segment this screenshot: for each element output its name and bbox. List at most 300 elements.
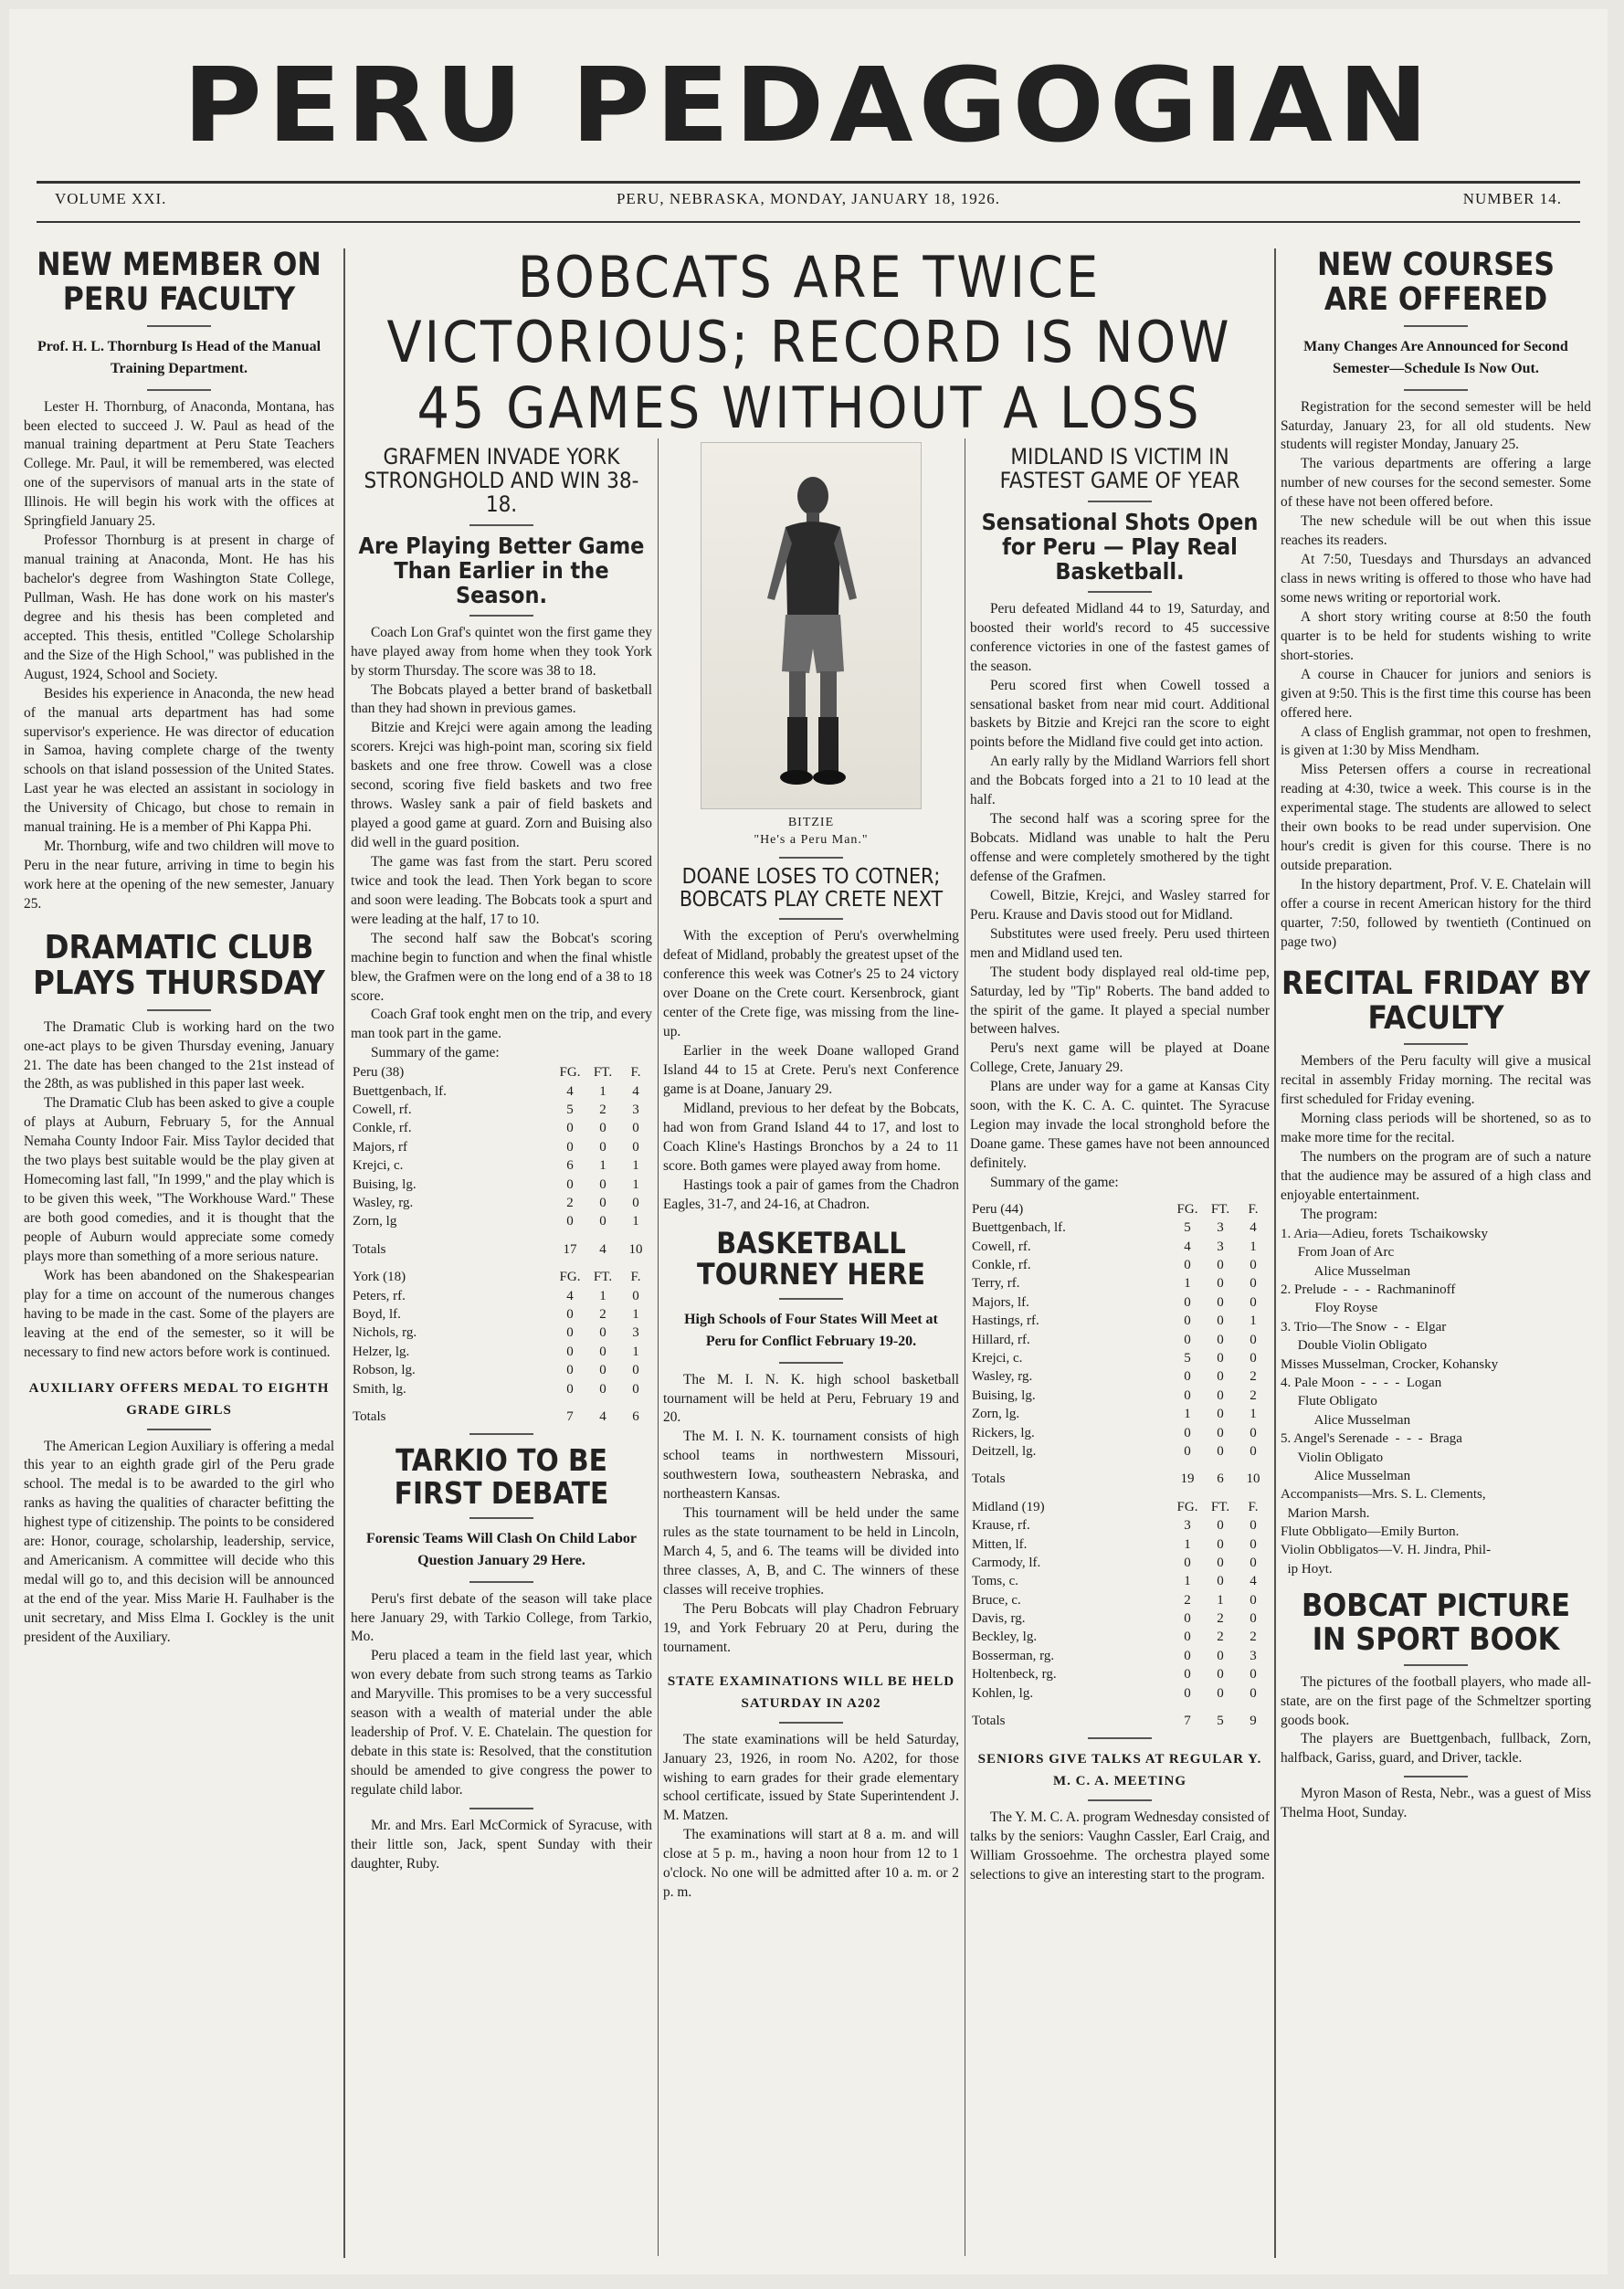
stat-cell: 0: [1250, 1425, 1257, 1440]
divider: [1404, 389, 1468, 391]
player-cell: Krause, rf.: [972, 1518, 1030, 1534]
player-cell: Majors, lf.: [972, 1294, 1029, 1310]
box-score-row: [970, 1218, 1270, 1237]
paragraph: The American Legion Auxiliary is offering a medal this year to an eighth grade girl of the Peru grade school. The medal is to be awarded to the girl who ranks as having the qualities of character befitting the highest type of citizenship. The points to be considered are: Honor, courage, scholarship, leadership, service, and Americanism. A committee will decide who this medal will go to, and this decision will be announced at the end of the year. Miss Marie H. Faulhaber is the unit secretary, and Miss Elma I. Gockley is the unit president of the Auxiliary.: [24, 1438, 334, 1645]
box-score-row: [970, 1349, 1270, 1367]
stat-cell: 0: [1217, 1536, 1224, 1552]
program-line: Alice Musselman: [1281, 1468, 1411, 1483]
player-cell: Krejci, c.: [353, 1158, 404, 1174]
stat-cell: 0: [1250, 1294, 1257, 1310]
stat-cell: 0: [599, 1121, 606, 1136]
box-score-row: [351, 1324, 652, 1342]
headline-grafmen-york: GRAFMEN INVADE YORK STRONGHOLD AND WIN 38-18.: [364, 446, 639, 517]
player-cell: Buising, lg.: [353, 1176, 417, 1192]
divider: [1088, 591, 1152, 593]
box-score-midland: [970, 1498, 1270, 1731]
program-line: Misses Musselman, Crocker, Kohansky: [1281, 1356, 1499, 1372]
stat-cell: 0: [599, 1139, 606, 1155]
divider: [469, 1517, 533, 1519]
paragraph: With the exception of Peru's overwhelming defeat of Midland, probably the greatest upset of the conference this week was Cotner's 25 to 24 victory over Doane on the Crete court. Kersenbrock, giant center of the Crete fige, was missing from the line-up.: [663, 928, 959, 1040]
box-score-row: [970, 1609, 1270, 1628]
box-score-header: [351, 1268, 652, 1286]
stat-cell: 2: [1217, 1611, 1224, 1627]
column-3: [663, 438, 959, 2265]
stat-cell: 0: [599, 1196, 606, 1211]
program-line: 2. Prelude - - - Rachmaninoff: [1281, 1282, 1456, 1297]
box-score-row: [970, 1256, 1270, 1274]
stat-cell: 0: [1217, 1294, 1224, 1310]
stat-cell: 1: [1184, 1536, 1191, 1552]
stat-cell: 0: [1250, 1685, 1257, 1701]
stat-cell: 0: [1217, 1276, 1224, 1292]
box-score-total: [970, 1703, 1270, 1730]
stat-cell: FT.: [1210, 1499, 1230, 1514]
box-score-row: [970, 1405, 1270, 1423]
stat-cell: 2: [1250, 1387, 1257, 1403]
program-line: Flute Obbligato—Emily Burton.: [1281, 1524, 1460, 1540]
player-cell: Buettgenbach, lf.: [972, 1220, 1066, 1236]
paragraph: Peru's first debate of the season will take place here January 29, with Tarkio College, from Tarkio, Mo.: [351, 1590, 652, 1645]
stat-cell: 0: [566, 1325, 574, 1341]
stat-cell: 6: [566, 1158, 574, 1174]
stat-cell: 0: [1184, 1425, 1191, 1440]
paragraph: The players are Buettgenbach, fullback, Zorn, halfback, Gariss, guard, and Driver, tackle.: [1281, 1731, 1591, 1767]
box-score-row: [351, 1082, 652, 1101]
photo-caption-name: BITZIE: [787, 816, 835, 829]
player-cell: Buising, lg.: [972, 1387, 1036, 1403]
player-cell: Midland (19): [972, 1499, 1045, 1514]
paragraph: Lester H. Thornburg, of Anaconda, Montana, has been elected to succeed J. W. Paul as head of the manual training department at Peru State Teachers College. Mr. Paul, it will be remembered, was elected one of the supervisors of manual arts in the state of Illinois. He will begin his work with the offices at Springfield January 25.: [24, 398, 334, 530]
stat-cell: 0: [566, 1139, 574, 1155]
stat-cell: 3: [632, 1325, 639, 1341]
program-line: Violin Obligato: [1281, 1450, 1384, 1465]
divider: [469, 1581, 533, 1583]
stat-cell: 0: [1217, 1425, 1224, 1440]
box-score-row: [970, 1238, 1270, 1256]
divider: [1088, 501, 1152, 502]
stat-cell: 0: [566, 1121, 574, 1136]
player-cell: York (18): [353, 1270, 406, 1285]
player-cell: Mitten, lf.: [972, 1536, 1028, 1552]
stat-cell: 6: [1217, 1472, 1224, 1487]
paragraph: The Dramatic Club is working hard on the two one-act plays to be given Thursday evening, January 21. The date has been changed to the 21st instead of the 28th, as was published in this paper last week.: [24, 1018, 334, 1092]
box-score-row: [351, 1119, 652, 1137]
stat-cell: 7: [566, 1408, 574, 1424]
player-cell: Helzer, lg.: [353, 1344, 410, 1359]
paragraph: Plans are under way for a game at Kansas City soon, with the K. C. A. C. quintet. The Syracuse Legion may invade the local stronghold before the Doane game. These games have not been announced definitely.: [970, 1079, 1270, 1171]
column-rule: [1274, 248, 1276, 2258]
subhead-thornburg: Prof. H. L. Thornburg Is Head of the Manual Training Department.: [37, 338, 322, 376]
stat-cell: 1: [599, 1083, 606, 1099]
paragraph: Bitzie and Krejci were again among the leading scorers. Krejci was high-point man, scoring six field baskets and one free throw. Cowell was a close second, scoring five field baskets and two free throws. Wasley sank a pair of field baskets and played a good game at guard. Zorn and Buising also did well in the guard position.: [351, 720, 652, 851]
box-score-row: [970, 1665, 1270, 1683]
paragraph: The Y. M. C. A. program Wednesday consisted of talks by the seniors: Vaughn Cassler, Earl Craig, and William Grossoehme. The orchestra played some selections to give an interesting start to the program.: [970, 1809, 1270, 1883]
headline-new-member: NEW MEMBER ON PERU FACULTY: [37, 248, 322, 318]
stat-cell: 0: [1250, 1332, 1257, 1347]
stat-cell: 0: [1217, 1407, 1224, 1422]
summary-label: Summary of the game:: [371, 1045, 500, 1061]
headline-tarkio-debate: TARKIO TO BE FIRST DEBATE: [394, 1442, 609, 1511]
recital-program: [1281, 1225, 1591, 1578]
player-cell: Robson, lg.: [353, 1363, 416, 1378]
stat-cell: 0: [1184, 1555, 1191, 1570]
stat-cell: F.: [630, 1065, 641, 1081]
issue-number: NUMBER 14.: [1462, 190, 1562, 207]
subhead-better-game: Are Playing Better Game Than Earlier in the Season.: [358, 532, 645, 608]
stat-cell: 2: [599, 1306, 606, 1322]
masthead-rule-bottom: [37, 221, 1580, 223]
stat-cell: 0: [1250, 1667, 1257, 1682]
box-score-row: [970, 1684, 1270, 1703]
stat-cell: 0: [566, 1306, 574, 1322]
box-score-total: [351, 1398, 652, 1426]
stat-cell: 4: [599, 1408, 606, 1424]
stat-cell: 2: [1217, 1630, 1224, 1645]
program-line: 4. Pale Moon - - - - Logan: [1281, 1375, 1442, 1390]
stat-cell: 5: [1184, 1351, 1191, 1366]
stat-cell: FG.: [1176, 1201, 1198, 1217]
program-line: Flute Obligato: [1281, 1394, 1377, 1409]
paragraph: Miss Petersen offers a course in recreational reading at 4:30, twice a week. This course is in the experimental stage. The students are allowed to select their own books to be read under supervision. One hour's credit is given for this course. There is no outside preparation.: [1281, 762, 1591, 874]
player-cell: Conkle, rf.: [353, 1121, 412, 1136]
paragraph: The examinations will start at 8 a. m. and will close at 5 p. m., having a noon hour from 12 to 1 o'clock. No one will be admitted after 10 a. m. or 2 p. m.: [663, 1827, 959, 1901]
box-score-total: [970, 1461, 1270, 1488]
stat-cell: 0: [1217, 1332, 1224, 1347]
box-score-row: [351, 1305, 652, 1324]
divider: [147, 389, 211, 391]
dateline: [55, 190, 1562, 214]
column-5: [1281, 248, 1591, 2267]
player-cell: Hastings, rf.: [972, 1313, 1039, 1329]
stat-cell: 0: [599, 1325, 606, 1341]
player-cell: Rickers, lg.: [972, 1425, 1035, 1440]
paragraph: At 7:50, Tuesdays and Thursdays an advanced class in news writing is offered to those who have had some news writing or reportorial work.: [1281, 552, 1591, 606]
divider: [147, 1009, 211, 1011]
paragraph: Myron Mason of Resta, Nebr., was a guest of Miss Thelma Hoot, Sunday.: [1281, 1786, 1591, 1821]
stat-cell: 3: [1250, 1648, 1257, 1663]
stat-cell: 1: [632, 1306, 639, 1322]
column-2: [351, 446, 652, 2263]
player-cell: Kohlen, lg.: [972, 1685, 1034, 1701]
player-cell: Beckley, lg.: [972, 1630, 1038, 1645]
box-score-row: [970, 1591, 1270, 1609]
stat-cell: 3: [1217, 1239, 1224, 1254]
column-4: [970, 446, 1270, 2263]
subhead-many-changes: Many Changes Are Announced for Second Semester—Schedule Is Now Out.: [1303, 338, 1568, 376]
stat-cell: F.: [630, 1270, 641, 1285]
player-cell: Bosserman, rg.: [972, 1648, 1055, 1663]
paragraph: Substitutes were used freely. Peru used thirteen men and Midland used ten.: [970, 925, 1270, 961]
banner-headline: BOBCATS ARE TWICE VICTORIOUS; RECORD IS NOW 45 GAMES WITHOUT A LOSS: [386, 245, 1232, 437]
stat-cell: 0: [566, 1176, 574, 1192]
stat-cell: 0: [1184, 1294, 1191, 1310]
stat-cell: 1: [632, 1158, 639, 1174]
paragraph: Mr. and Mrs. Earl McCormick of Syracuse, with their little son, Jack, spent Sunday with their daughter, Ruby.: [351, 1817, 652, 1872]
program-line: Floy Royse: [1281, 1301, 1378, 1316]
paragraph: The M. I. N. K. high school basketball tournament will be held at Peru, February 19 and 20.: [663, 1371, 959, 1426]
stat-cell: 0: [1184, 1611, 1191, 1627]
box-score-row: [351, 1156, 652, 1175]
subhead-sensational-shots: Sensational Shots Open for Peru — Play Real Basketball.: [981, 508, 1259, 585]
player-cell: Terry, rf.: [972, 1276, 1020, 1292]
stat-cell: 0: [1184, 1630, 1191, 1645]
player-cell: Carmody, lf.: [972, 1555, 1041, 1570]
program-line: Alice Musselman: [1281, 1412, 1411, 1428]
stat-cell: 1: [1250, 1313, 1257, 1329]
stat-cell: F.: [1248, 1201, 1259, 1217]
divider: [469, 1433, 533, 1435]
stat-cell: 2: [599, 1102, 606, 1118]
paragraph: The game was fast from the start. Peru scored twice and took the lead. Then York began to score and soon were leading. The Bobcats took a spurt and were leading at the half, 17 to 10.: [351, 853, 652, 927]
paragraph: The Dramatic Club has been asked to give a couple of plays at Auburn, February 5, for the Annual Nemaha County Indoor Fair. Miss Taylor decided that the two plays best suitable would be the play given at Homecoming last fall, "In 1999," and the play which is to be given this week, "The Workhouse Ward." These are both good comedies, and it is thought that the people of Auburn would appreciate some comedy plays more than something of a more serious nature.: [24, 1095, 334, 1264]
stat-cell: 6: [632, 1408, 639, 1424]
stat-cell: 2: [1250, 1369, 1257, 1385]
box-score-total: [351, 1231, 652, 1259]
program-line: 3. Trio—The Snow - - Elgar: [1281, 1319, 1447, 1334]
stat-cell: 5: [1217, 1714, 1224, 1729]
stat-cell: 1: [1184, 1574, 1191, 1589]
player-cell: Zorn, lg: [353, 1214, 397, 1229]
divider: [1404, 1664, 1468, 1666]
program-line: ip Hoyt.: [1281, 1561, 1333, 1577]
paragraph: The Peru Bobcats will play Chadron February 19, and York February 20 at Peru, during the tournament.: [663, 1600, 959, 1655]
box-score-row: [970, 1535, 1270, 1554]
divider: [779, 1298, 843, 1300]
stat-cell: FG.: [559, 1270, 581, 1285]
program-line: Accompanists—Mrs. S. L. Clements,: [1281, 1487, 1486, 1503]
box-score-row: [970, 1442, 1270, 1461]
stat-cell: 0: [1217, 1574, 1224, 1589]
player-cell: Hillard, rf.: [972, 1332, 1030, 1347]
player-cell: Peru (44): [972, 1201, 1024, 1217]
paragraph: Morning class periods will be shortened, so as to make more time for the recital.: [1281, 1111, 1591, 1146]
divider: [1404, 325, 1468, 327]
player-cell: Cowell, rf.: [353, 1102, 412, 1118]
paragraph: A course in Chaucer for juniors and seniors is given at 9:50. This is the first time this course has been offered here.: [1281, 666, 1591, 721]
headline-doane-cotner: DOANE LOSES TO COTNER; BOBCATS PLAY CRETE NEXT: [679, 864, 944, 912]
stat-cell: 5: [566, 1102, 574, 1118]
box-score-row: [351, 1343, 652, 1361]
stat-cell: 0: [1250, 1518, 1257, 1534]
box-score-row: [970, 1628, 1270, 1646]
stat-cell: 0: [632, 1363, 639, 1378]
stat-cell: 10: [628, 1241, 643, 1257]
paragraph: The student body displayed real old-time pep, Saturday, led by "Tip" Roberts. The band added to the spirit of the game. It played a special number between halves.: [970, 964, 1270, 1038]
stat-cell: 19: [1180, 1472, 1195, 1487]
stat-cell: 0: [566, 1381, 574, 1397]
program-line: Alice Musselman: [1281, 1263, 1411, 1279]
stat-cell: 17: [563, 1241, 577, 1257]
box-score-row: [351, 1138, 652, 1156]
stat-cell: FT.: [593, 1065, 613, 1081]
stat-cell: 0: [1250, 1258, 1257, 1273]
paragraph: The various departments are offering a large number of new courses for the second semester. Some of these have not been offered before.: [1281, 456, 1591, 511]
stat-cell: 1: [1250, 1407, 1257, 1422]
column-1: [24, 248, 334, 2267]
divider: [779, 1722, 843, 1724]
paragraph: Peru placed a team in the field last year, which won every debate from such strong teams as Tarkio and Maryville. This promises to be a very successful season with a wealth of material under the able leadership of Prof. V. E. Chatelain. The question for debate in this state is: Resolved, that the constitution should be amended to give congress the power to regulate child labor.: [351, 1648, 652, 1798]
stat-cell: 1: [632, 1176, 639, 1192]
paragraph: A class of English grammar, not open to freshmen, is given at 1:30 by Miss Mendham.: [1281, 723, 1591, 759]
paragraph: The pictures of the football players, who made all-state, are on the first page of the Schmeltzer sporting goods book.: [1281, 1673, 1591, 1728]
player-cell: Totals: [353, 1241, 386, 1257]
box-score-row: [351, 1361, 652, 1379]
stat-cell: F.: [1248, 1499, 1259, 1514]
stat-cell: 1: [1217, 1592, 1224, 1608]
box-score-row: [970, 1331, 1270, 1349]
volume-label: VOLUME XXI.: [55, 190, 167, 207]
box-score-row: [970, 1387, 1270, 1405]
stat-cell: 0: [632, 1121, 639, 1136]
paragraph: The numbers on the program are of such a nature that the audience may be assured of a high class and enjoyable entertainment.: [1281, 1149, 1591, 1203]
stat-cell: 0: [1250, 1536, 1257, 1552]
player-cell: Wasley, rg.: [353, 1196, 414, 1211]
paragraph: Professor Thornburg is at present in charge of manual training at Anaconda, Mont. He has his bachelor's degree from Washington State College, Pullman, Wash. He has done work on his master's degree and his thesis has been completed and accepted. This thesis, entitled "College Scholarship and the Size of the High School," was published in the August, 1924, School and Society.: [24, 533, 334, 682]
stat-cell: 0: [1217, 1443, 1224, 1459]
headline-new-courses: NEW COURSES ARE OFFERED: [1316, 248, 1555, 318]
paragraph: Registration for the second semester will be held Saturday, January 23, for all old students. New students will register Monday, January 25.: [1281, 398, 1591, 453]
divider: [1404, 1043, 1468, 1045]
box-score-row: [970, 1312, 1270, 1330]
stat-cell: 0: [599, 1214, 606, 1229]
headline-dramatic-club: DRAMATIC CLUB PLAYS THURSDAY: [33, 928, 325, 1002]
stat-cell: 0: [1250, 1276, 1257, 1292]
place-date: PERU, NEBRASKA, MONDAY, JANUARY 18, 1926.: [616, 190, 1001, 207]
player-cell: Krejci, c.: [972, 1351, 1023, 1366]
banner-area: [349, 245, 1270, 437]
headline-state-exams: STATE EXAMINATIONS WILL BE HELD SATURDAY IN A202: [667, 1673, 955, 1711]
paragraph: Peru defeated Midland 44 to 19, Saturday, and boosted their world's record to 45 successive conference victories in one of the fastest games of the season.: [970, 600, 1270, 674]
paragraph: The Bobcats played a better brand of basketball than they had shown in previous games.: [351, 681, 652, 717]
paragraph: Members of the Peru faculty will give a musical recital in assembly Friday morning. The recital was first scheduled for Friday evening.: [1281, 1053, 1591, 1108]
stat-cell: 0: [599, 1381, 606, 1397]
divider: [1088, 1737, 1152, 1739]
stat-cell: 0: [566, 1363, 574, 1378]
player-cell: Holtenbeck, rg.: [972, 1667, 1057, 1682]
stat-cell: 1: [599, 1158, 606, 1174]
stat-cell: 0: [1217, 1387, 1224, 1403]
stat-cell: 4: [632, 1083, 639, 1099]
player-cell: Davis, rg.: [972, 1611, 1026, 1627]
stat-cell: FG.: [559, 1065, 581, 1081]
paragraph: The new schedule will be out when this issue reaches its readers.: [1281, 513, 1591, 549]
paragraph: Earlier in the week Doane walloped Grand Island 44 to 15 at Crete. Peru's next Conference game is at Doane, January 29.: [663, 1043, 959, 1097]
divider: [147, 1429, 211, 1430]
box-score-row: [970, 1647, 1270, 1665]
paragraph: The second half saw the Bobcat's scoring machine begin to function and when the final whistle blew, the Grafmen were on the long end of a 38 to 18 score.: [351, 930, 652, 1004]
stat-cell: 0: [1250, 1611, 1257, 1627]
stat-cell: 0: [1217, 1685, 1224, 1701]
divider: [469, 615, 533, 617]
paragraph: Mr. Thornburg, wife and two children will move to Peru in the near future, arriving in time to begin his work here at the opening of the new semester, January 25.: [24, 839, 334, 912]
divider: [469, 1808, 533, 1809]
box-score-row: [970, 1367, 1270, 1386]
divider: [1088, 1799, 1152, 1801]
stat-cell: 0: [1184, 1332, 1191, 1347]
stat-cell: 0: [1250, 1555, 1257, 1570]
divider: [779, 857, 843, 859]
stat-cell: 0: [632, 1196, 639, 1211]
box-score-header: [970, 1498, 1270, 1516]
stat-cell: 1: [1184, 1407, 1191, 1422]
stat-cell: 4: [566, 1288, 574, 1303]
masthead: PERU PEDAGOGIAN: [183, 45, 1434, 165]
stat-cell: 0: [1184, 1369, 1191, 1385]
stat-cell: 2: [566, 1196, 574, 1211]
subhead-four-states: High Schools of Four States Will Meet at Peru for Conflict February 19-20.: [684, 1311, 938, 1349]
stat-cell: 0: [599, 1363, 606, 1378]
stat-cell: 0: [1217, 1518, 1224, 1534]
headline-midland-victim: MIDLAND IS VICTIM IN FASTEST GAME OF YEAR: [999, 446, 1240, 493]
stat-cell: FT.: [593, 1270, 613, 1285]
stat-cell: 3: [1184, 1518, 1191, 1534]
stat-cell: 2: [1250, 1630, 1257, 1645]
stat-cell: 0: [1184, 1313, 1191, 1329]
stat-cell: 0: [1250, 1351, 1257, 1366]
stat-cell: 0: [566, 1214, 574, 1229]
player-cell: Totals: [972, 1472, 1006, 1487]
stat-cell: 0: [1250, 1592, 1257, 1608]
paragraph: Work has been abandoned on the Shakespearian play for a time on account of the numerous changes having to be made in the cast. Some of the players are leaving at the end of the semester, so it will be necessary to find new actors before work is continued.: [24, 1267, 334, 1360]
stat-cell: 0: [566, 1344, 574, 1359]
paragraph: The program:: [1301, 1206, 1378, 1222]
stat-cell: 1: [1250, 1239, 1257, 1254]
column-rule: [343, 248, 345, 2258]
box-score-row: [970, 1274, 1270, 1292]
stat-cell: 0: [1217, 1369, 1224, 1385]
player-cell: Peru (38): [353, 1065, 405, 1081]
stat-cell: 0: [1217, 1648, 1224, 1663]
player-cell: Wasley, rg.: [972, 1369, 1033, 1385]
program-line: Violin Obbligatos—V. H. Jindra, Phil-: [1281, 1543, 1492, 1558]
stat-cell: 4: [1250, 1574, 1257, 1589]
divider: [1404, 1776, 1468, 1777]
stat-cell: 1: [1184, 1276, 1191, 1292]
stat-cell: 0: [1217, 1351, 1224, 1366]
box-score-row: [970, 1572, 1270, 1590]
divider: [147, 325, 211, 327]
stat-cell: 0: [1184, 1443, 1191, 1459]
box-score-row: [970, 1424, 1270, 1442]
box-score-peru-york: [351, 1063, 652, 1259]
paragraph: The M. I. N. K. tournament consists of high school teams in northwestern Missouri, southwestern Iowa, southeastern Nebraska, and northeastern Kansas.: [663, 1429, 959, 1503]
divider: [779, 918, 843, 920]
stat-cell: 0: [1184, 1648, 1191, 1663]
paragraph: Peru scored first when Cowell tossed a sensational basket from near mid court. Additional baskets by Bitzie and Krejci ran the score to eight points before the Midland five could get into action.: [970, 677, 1270, 751]
stat-cell: FG.: [1176, 1499, 1198, 1514]
stat-cell: 0: [632, 1139, 639, 1155]
stat-cell: 0: [1184, 1258, 1191, 1273]
headline-auxiliary-medal: AUXILIARY OFFERS MEDAL TO EIGHTH GRADE GIRLS: [28, 1380, 330, 1418]
stat-cell: 1: [632, 1214, 639, 1229]
box-score-row: [970, 1516, 1270, 1535]
paragraph: Coach Graf took enght men on the trip, and every man took part in the game.: [351, 1007, 652, 1042]
box-score-header: [351, 1063, 652, 1081]
paragraph: Hastings took a pair of games from the Chadron Eagles, 31-7, and 24-16, at Chadron.: [663, 1176, 959, 1212]
player-cell: Boyd, lf.: [353, 1306, 401, 1322]
stat-cell: 0: [1250, 1443, 1257, 1459]
stat-cell: 0: [1217, 1667, 1224, 1682]
player-cell: Toms, c.: [972, 1574, 1019, 1589]
player-cell: Totals: [353, 1408, 386, 1424]
stat-cell: 1: [632, 1344, 639, 1359]
stat-cell: 0: [1217, 1258, 1224, 1273]
player-cell: Nichols, rg.: [353, 1325, 417, 1341]
divider: [779, 1362, 843, 1364]
player-cell: Zorn, lg.: [972, 1407, 1020, 1422]
newspaper-page: [9, 9, 1608, 2274]
box-score-row: [970, 1554, 1270, 1572]
